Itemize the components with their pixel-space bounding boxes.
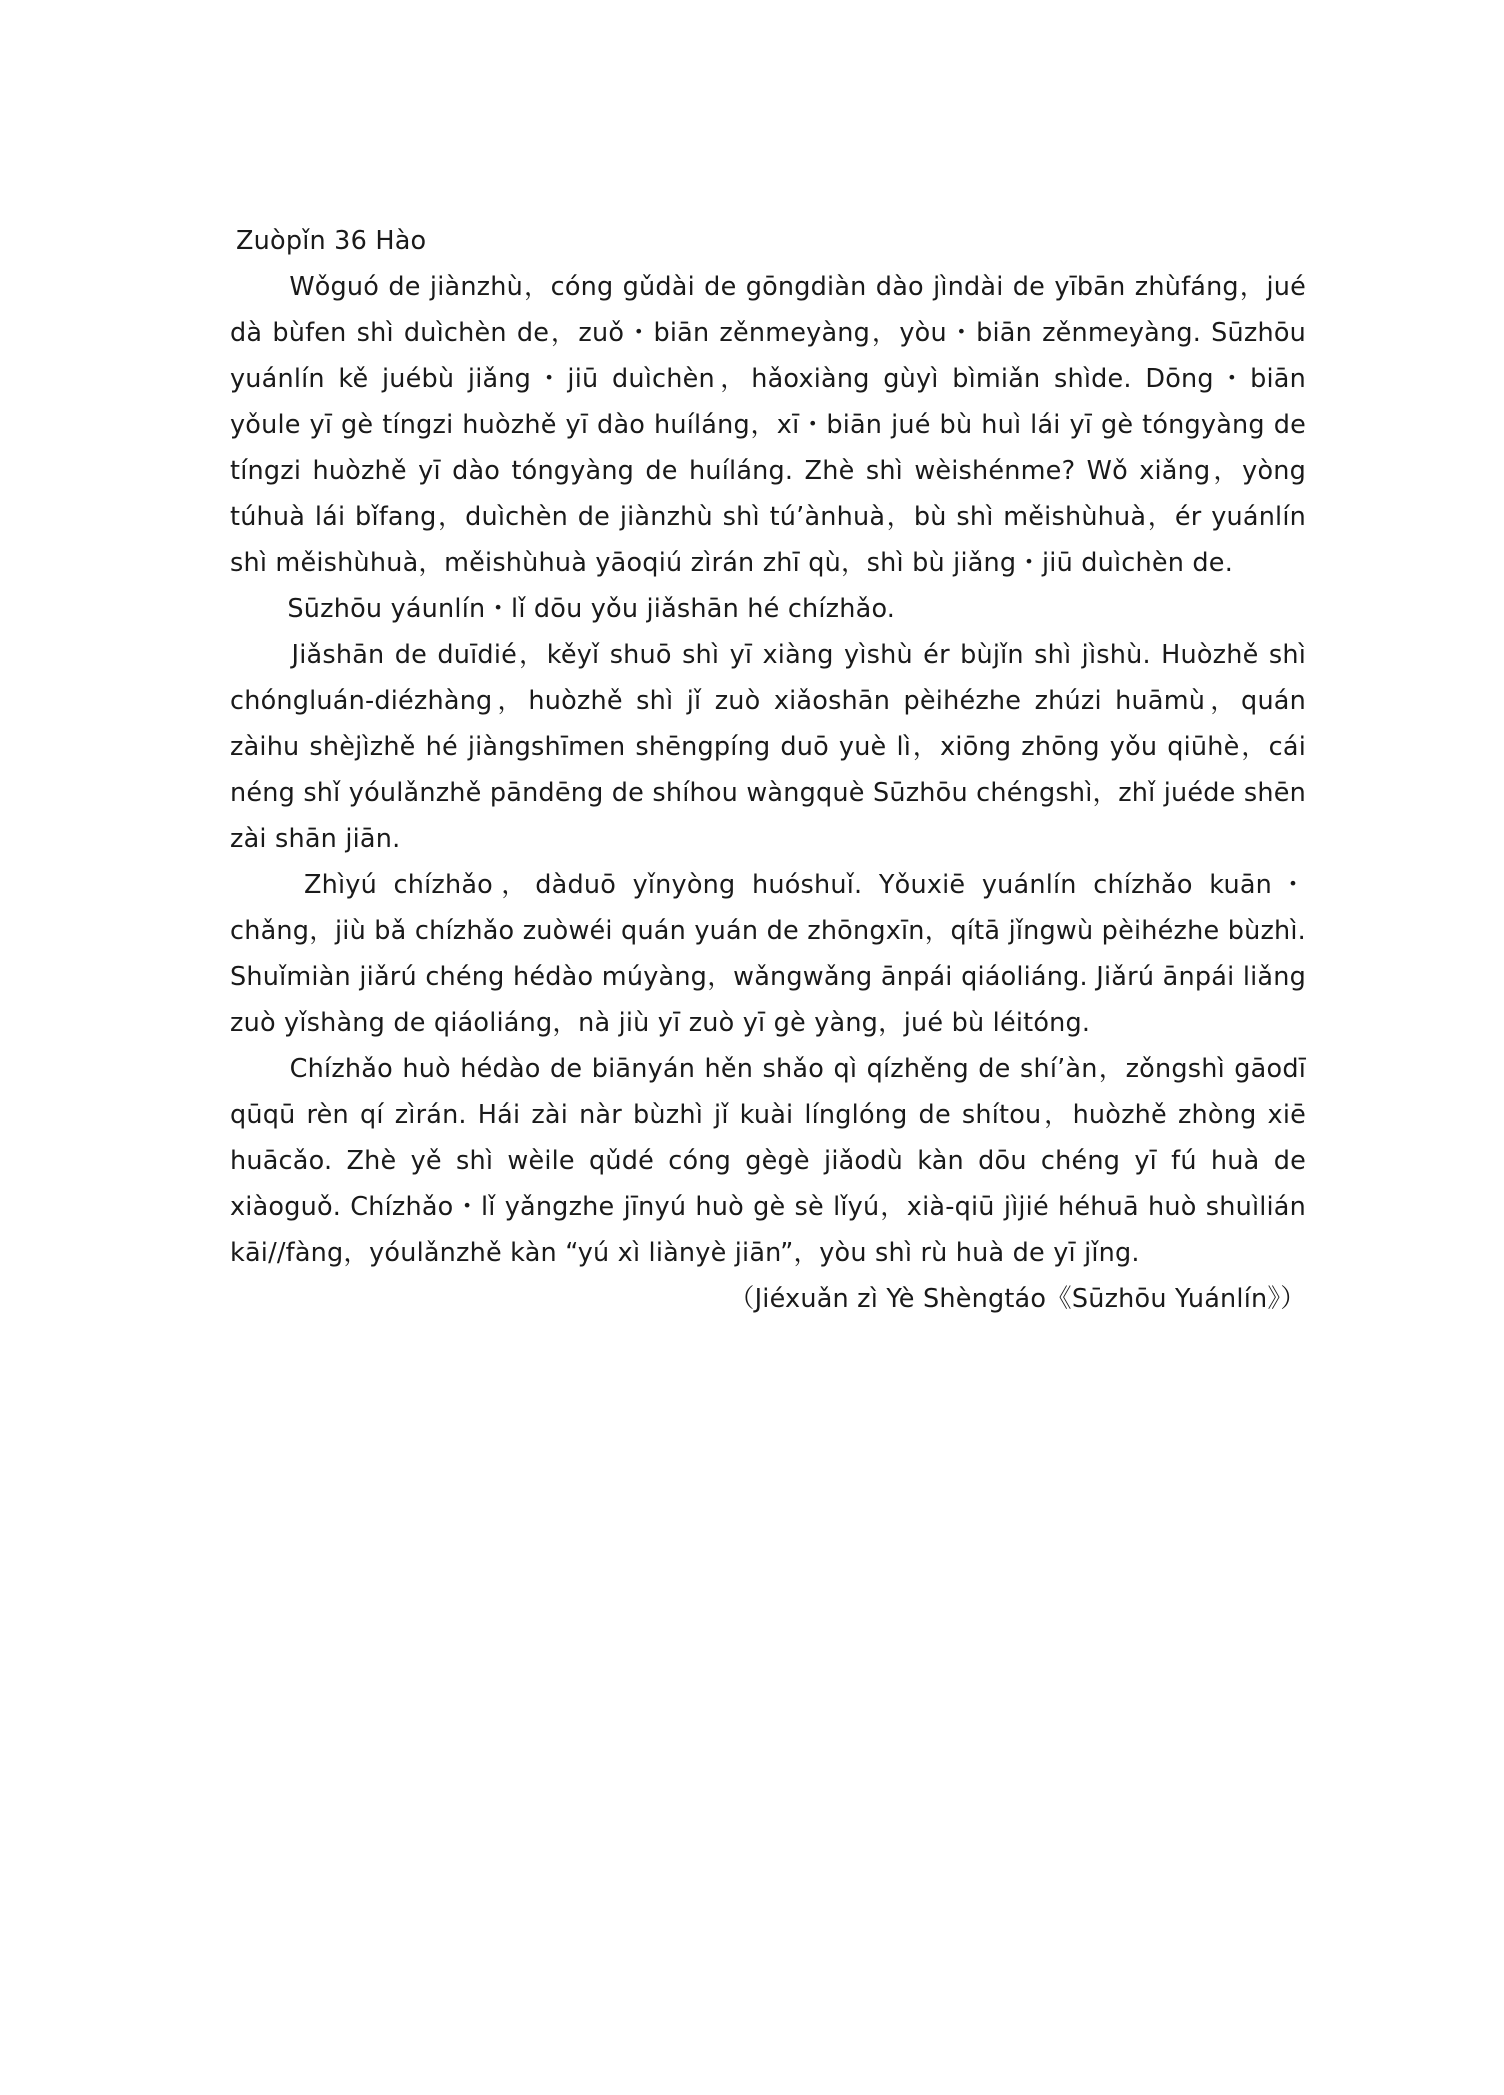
document-title: Zuòpǐn 36 Hào — [236, 226, 427, 256]
citation: （Jiéxuǎn zì Yè Shèngtáo《Sūzhōu Yuánlín》） — [728, 1284, 1306, 1314]
paragraph-3: Jiǎshān de duīdié，kěyǐ shuō shì yī xiàng yìshù ér bùjǐn shì jìshù. Huòzhě shì chóngluán-diézhàng，huòzhě shì jǐ zuò xiǎoshān pèihézhe zhúzi huāmù，quán zàihu shèjìzhě hé jiàngshīmen shēngpíng duō yuè lì，xiōng zhōng yǒu qiūhè，cái néng shǐ yóulǎnzhě pāndēng de shíhou wàngquè Sūzhōu chéngshì，zhǐ juéde shēn zài shān jiān. — [230, 640, 1306, 854]
paragraph-1: Wǒguó de jiànzhù，cóng gǔdài de gōngdiàn dào jìndài de yībān zhùfáng，jué dà bùfen shì duìchèn de，zuǒ・biān zěnmeyàng，yòu・biān zěnmeyàng. Sūzhōu yuánlín kě juébù jiǎng・jiū duìchèn，hǎoxiàng gùyì bìmiǎn shìde. Dōng・biān yǒule yī gè tíngzi huòzhě yī dào huíláng，xī・biān jué bù huì lái yī gè tóngyàng de tíngzi huòzhě yī dào tóngyàng de huíláng. Zhè shì wèishénme? Wǒ xiǎng，yòng túhuà lái bǐfang，duìchèn de jiànzhù shì tú’ànhuà，bù shì měishùhuà，ér yuánlín shì měishùhuà，měishùhuà yāoqiú zìrán zhī qù，shì bù jiǎng・jiū duìchèn de. — [230, 272, 1306, 578]
paragraph-4: Zhìyú chízhǎo，dàduō yǐnyòng huóshuǐ. Yǒuxiē yuánlín chízhǎo kuān・chǎng，jiù bǎ chízhǎo zuòwéi quán yuán de zhōngxīn，qítā jǐngwù pèihézhe bùzhì. Shuǐmiàn jiǎrú chéng hédào múyàng，wǎngwǎng ānpái qiáoliáng. Jiǎrú ānpái liǎng zuò yǐshàng de qiáoliáng，nà jiù yī zuò yī gè yàng，jué bù léitóng. — [230, 870, 1306, 1038]
paragraph-5: Chízhǎo huò hédào de biānyán hěn shǎo qì qízhěng de shí’àn，zǒngshì gāodī qūqū rèn qí zìrán. Hái zài nàr bùzhì jǐ kuài línglóng de shítou，huòzhě zhòng xiē huācǎo. Zhè yě shì wèile qǔdé cóng gègè jiǎodù kàn dōu chéng yī fú huà de xiàoguǒ. Chízhǎo・lǐ yǎngzhe jīnyú huò gè sè lǐyú，xià-qiū jìjié héhuā huò shuìlián kāi//fàng，yóulǎnzhě kàn “yú xì liànyè jiān”，yòu shì rù huà de yī jǐng. — [230, 1054, 1306, 1268]
paragraph-2: Sūzhōu yáunlín・lǐ dōu yǒu jiǎshān hé chízhǎo. — [236, 594, 896, 624]
text-block — [230, 218, 1306, 1322]
